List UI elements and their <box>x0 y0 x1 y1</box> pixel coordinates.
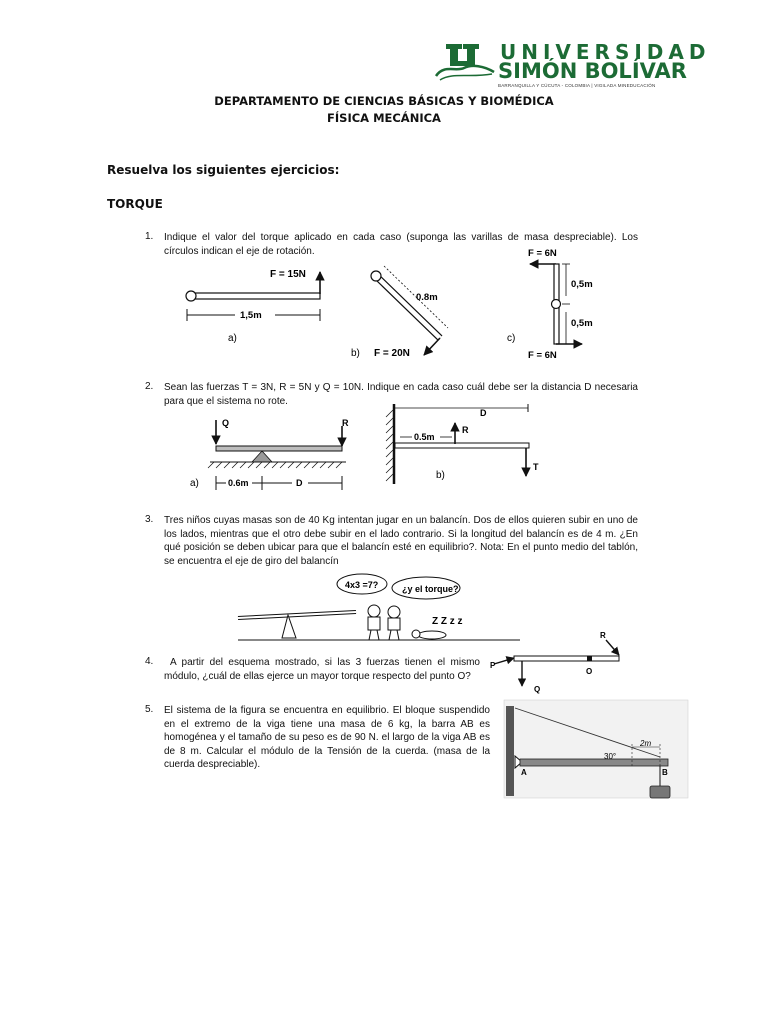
fig1c-label: c) <box>507 333 516 344</box>
fig2a-q: Q <box>222 418 230 428</box>
fig2b-r: R <box>462 425 469 435</box>
logo-name-text: SIMÓN BOLÍVAR <box>498 59 687 83</box>
logo-university-text: UNIVERSIDAD <box>500 40 711 64</box>
fig1a-length: 1,5m <box>240 310 262 321</box>
course-title: FÍSICA MECÁNICA <box>327 111 441 125</box>
fig1c-len-bottom: 0,5m <box>571 318 593 329</box>
figure-3 <box>238 574 520 640</box>
fig1a-force: F = 15N <box>270 269 306 280</box>
figure-2b <box>386 404 539 484</box>
fig4-r: R <box>600 631 606 640</box>
fig5-dist: 2m <box>640 739 652 748</box>
problem-5-text: El sistema de la figura se encuentra en equilibrio. El bloque suspendido en el extremo de la viga tiene una masa de 6 kg, la barra AB es homogénea y el tamaño de su peso es de 90 N. el largo de la viga AB es de 8 m. Calcular el módulo de la Tensión de la cuerda. (masa de la cuerda despreciable). <box>164 705 490 770</box>
instructions: Resuelva los siguientes ejercicios: <box>107 163 340 177</box>
problem-3-text: Tres niños cuyas masas son de 40 Kg intentan jugar en un balancín. Dos de ellos quieren subir en uno de los lados, mientras que el otro debe subir en el lado contrario. Si la longitud del balancín es de 4 m. ¿En qué posición se deben ubicar para que el balancín esté en equilibrio?. Nota: En el punto medio del tablón, se encuentra el eje de giro del balancín <box>164 515 638 567</box>
problem-4-text: A partir del esquema mostrado, si las 3 fuerzas tienen el mismo módulo, ¿cuál de ellas ejerce un mayor torque respecto del punto O? <box>164 657 480 682</box>
fig2a-d: D <box>296 478 303 488</box>
problem-1-text: Indique el valor del torque aplicado en cada caso (suponga las varillas de masa despreciable). Los círculos indican el eje de rotación. <box>164 232 638 257</box>
logo-subtitle: BARRANQUILLA Y CÚCUTA - COLOMBIA | VIGILADA MINEDUCACIÓN <box>498 83 656 88</box>
fig3-zzz: Z Z z z <box>432 616 463 627</box>
problem-4-number: 4. <box>145 656 154 667</box>
fig2a-label: a) <box>190 478 199 489</box>
fig2b-label: b) <box>436 470 445 481</box>
problem-3-number: 3. <box>145 514 154 525</box>
figure-2a <box>190 418 349 490</box>
fig3-bubble1: 4x3 =7? <box>345 580 379 590</box>
problem-2-number: 2. <box>145 381 154 392</box>
fig5-a: A <box>521 768 527 777</box>
fig1c-len-top: 0,5m <box>571 279 593 290</box>
problem-5-number: 5. <box>145 704 154 715</box>
fig1c-force-top: F = 6N <box>528 248 557 259</box>
figure-1c <box>507 248 593 361</box>
department-title: DEPARTAMENTO DE CIENCIAS BÁSICAS Y BIOMÉDICA <box>214 94 554 108</box>
fig5-b: B <box>662 768 668 777</box>
fig1b-label: b) <box>351 348 360 359</box>
fig2b-d: D <box>480 408 487 418</box>
fig1b-force: F = 20N <box>374 348 410 359</box>
fig5-angle: 30° <box>604 752 617 761</box>
fig1c-force-bottom: F = 6N <box>528 350 557 361</box>
fig2a-r: R <box>342 418 349 428</box>
fig4-p: P <box>490 661 496 670</box>
figure-1a <box>186 269 320 344</box>
section-title: TORQUE <box>107 197 163 211</box>
figure-1b <box>351 266 448 359</box>
fig2a-dist: 0.6m <box>228 478 249 488</box>
fig2b-t: T <box>533 462 539 472</box>
fig2b-dist: 0.5m <box>414 432 435 442</box>
fig1a-label: a) <box>228 333 237 344</box>
fig4-q: Q <box>534 685 541 694</box>
fig1b-length: 0.8m <box>416 292 438 303</box>
problem-2-text: Sean las fuerzas T = 3N, R = 5N y Q = 10N. Indique en cada caso cuál debe ser la distancia D necesaria para que el sistema no rote. <box>164 382 638 407</box>
problem-1-number: 1. <box>145 231 154 242</box>
fig4-o: O <box>586 667 593 676</box>
figure-5 <box>504 700 688 798</box>
fig3-bubble2: ¿y el torque? <box>402 584 459 594</box>
